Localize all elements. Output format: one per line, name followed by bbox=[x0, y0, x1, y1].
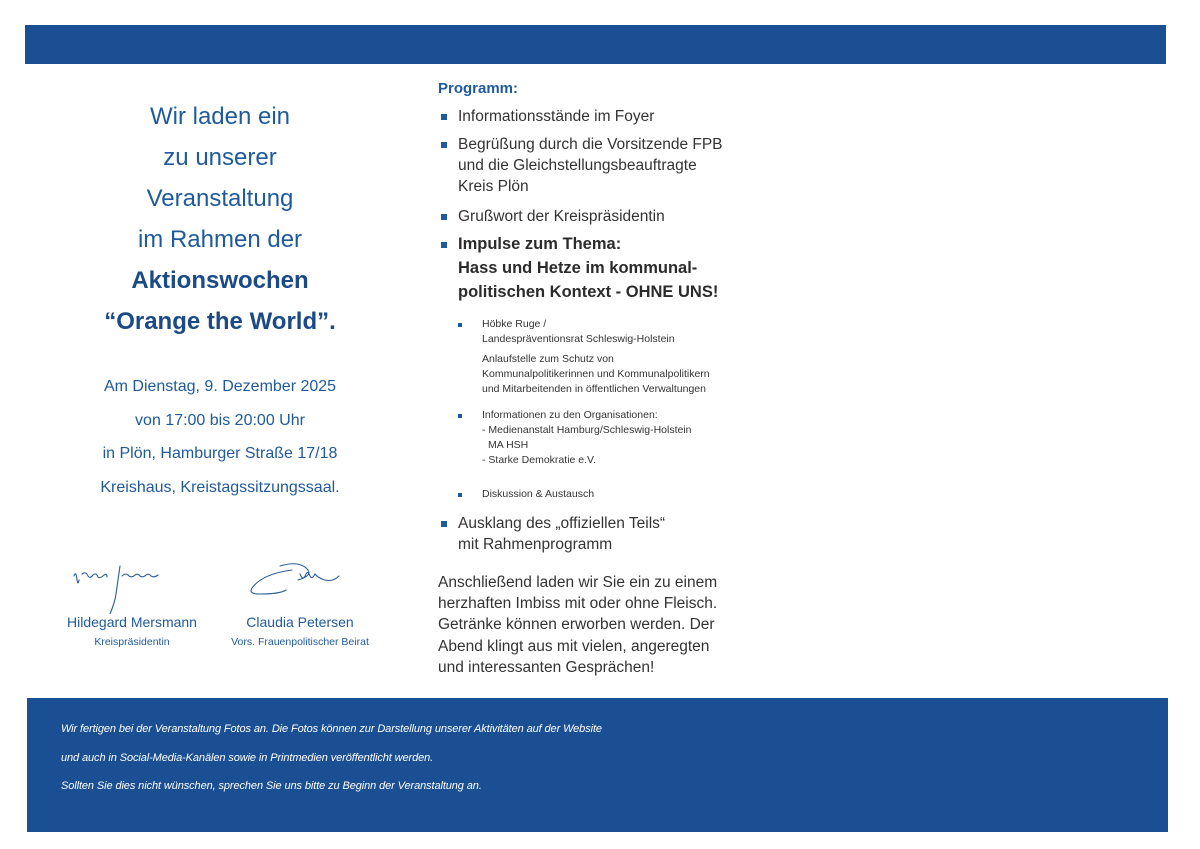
closing-line: Anschließend laden wir Sie ein zu einem bbox=[438, 574, 718, 591]
square-bullet-icon bbox=[441, 142, 447, 148]
program-title: Programm: bbox=[438, 80, 519, 97]
program-item-line: Impulse zum Thema: bbox=[458, 235, 622, 253]
sub-item-line: Kommunalpolitikerinnen und Kommunalpolitikern bbox=[482, 368, 710, 380]
signatory-mersmann bbox=[52, 556, 212, 648]
header-band bbox=[25, 25, 1166, 64]
sub-item-line: Informationen zu den Organisationen: bbox=[482, 409, 658, 421]
program-item-line: und die Gleichstellungsbeauftragte bbox=[458, 157, 697, 174]
signatory-role: Kreispräsidentin bbox=[94, 636, 170, 648]
closing-paragraph bbox=[438, 572, 717, 678]
event-time: von 17:00 bis 20:00 Uhr bbox=[135, 411, 305, 429]
sub-item-line: Diskussion & Austausch bbox=[482, 488, 595, 500]
photo-notice-line: Wir fertigen bei der Veranstaltung Fotos an. Die Fotos können zur Darstellung unserer Aktivitäten auf der Website bbox=[61, 723, 602, 735]
sub-item-line: - Starke Demokratie e.V. bbox=[482, 454, 596, 466]
photo-notice-line: und auch in Social-Media-Kanälen sowie in Printmedien veröffentlicht werden. bbox=[61, 752, 434, 764]
program-item-line: Hass und Hetze im kommunal- bbox=[458, 259, 698, 277]
closing-line: Abend klingt aus mit vielen, angeregten bbox=[438, 637, 710, 655]
sub-item-line: Anlaufstelle zum Schutz von bbox=[482, 353, 614, 365]
campaign-title: “Orange the World”. bbox=[104, 308, 336, 335]
event-details bbox=[40, 370, 400, 504]
sub-item-line: MA HSH bbox=[488, 439, 529, 451]
sub-item-line: - Medienanstalt Hamburg/Schleswig-Holstein bbox=[482, 424, 692, 436]
invitation-line: zu unserer bbox=[163, 144, 277, 171]
invitation-line: Veranstaltung bbox=[146, 185, 294, 212]
square-bullet-icon bbox=[458, 414, 462, 418]
square-bullet-icon bbox=[441, 114, 447, 120]
signatory-role: Vors. Frauenpolitischer Beirat bbox=[231, 636, 369, 648]
program-item-line: Grußwort der Kreispräsidentin bbox=[458, 208, 665, 225]
invitation-line: im Rahmen der bbox=[137, 226, 303, 253]
sub-item-line: Landespräventionsrat Schleswig-Holstein bbox=[482, 333, 675, 345]
closing-line: herzhaften Imbiss mit oder ohne Fleisch. bbox=[438, 595, 718, 613]
sub-item-line: Höbke Ruge / bbox=[482, 318, 547, 330]
program-item-line: Informationsstände im Foyer bbox=[458, 108, 655, 125]
program-item-line: Begrüßung durch die Vorsitzende FPB bbox=[458, 136, 723, 153]
invitation-line: Wir laden ein bbox=[149, 103, 291, 130]
event-date: Am Dienstag, 9. Dezember 2025 bbox=[103, 378, 337, 395]
handwritten-signature bbox=[230, 556, 370, 614]
square-bullet-icon bbox=[458, 493, 462, 497]
sub-item-line: und Mitarbeitenden in öffentlichen Verwaltungen bbox=[482, 383, 706, 395]
program-item-line: mit Rahmenprogramm bbox=[458, 536, 613, 553]
square-bullet-icon bbox=[441, 521, 447, 527]
closing-line: Getränke können erworben werden. Der bbox=[438, 616, 715, 634]
closing-line: und interessanten Gesprächen! bbox=[438, 658, 655, 676]
square-bullet-icon bbox=[441, 242, 447, 248]
program-item-line: politischen Kontext - OHNE UNS! bbox=[458, 283, 719, 301]
handwritten-signature bbox=[62, 556, 202, 614]
program-item-line: Ausklang des „offiziellen Teils“ bbox=[458, 515, 666, 532]
footer-band bbox=[27, 698, 1168, 832]
event-location: in Plön, Hamburger Straße 17/18 bbox=[102, 445, 338, 462]
program-item-line: Kreis Plön bbox=[458, 178, 529, 195]
square-bullet-icon bbox=[441, 214, 447, 220]
invitation-heading bbox=[40, 96, 400, 342]
signatory-name: Hildegard Mersmann bbox=[67, 614, 197, 630]
signatory-name: Claudia Petersen bbox=[246, 614, 354, 630]
signatory-petersen bbox=[215, 556, 385, 648]
photo-notice-line: Sollten Sie dies nicht wünschen, sprechen Sie uns bitte zu Beginn der Veranstaltung an. bbox=[61, 780, 482, 792]
event-venue: Kreishaus, Kreistagssitzungssaal. bbox=[100, 478, 340, 496]
square-bullet-icon bbox=[458, 323, 462, 327]
campaign-name: Aktionswochen bbox=[131, 267, 309, 294]
